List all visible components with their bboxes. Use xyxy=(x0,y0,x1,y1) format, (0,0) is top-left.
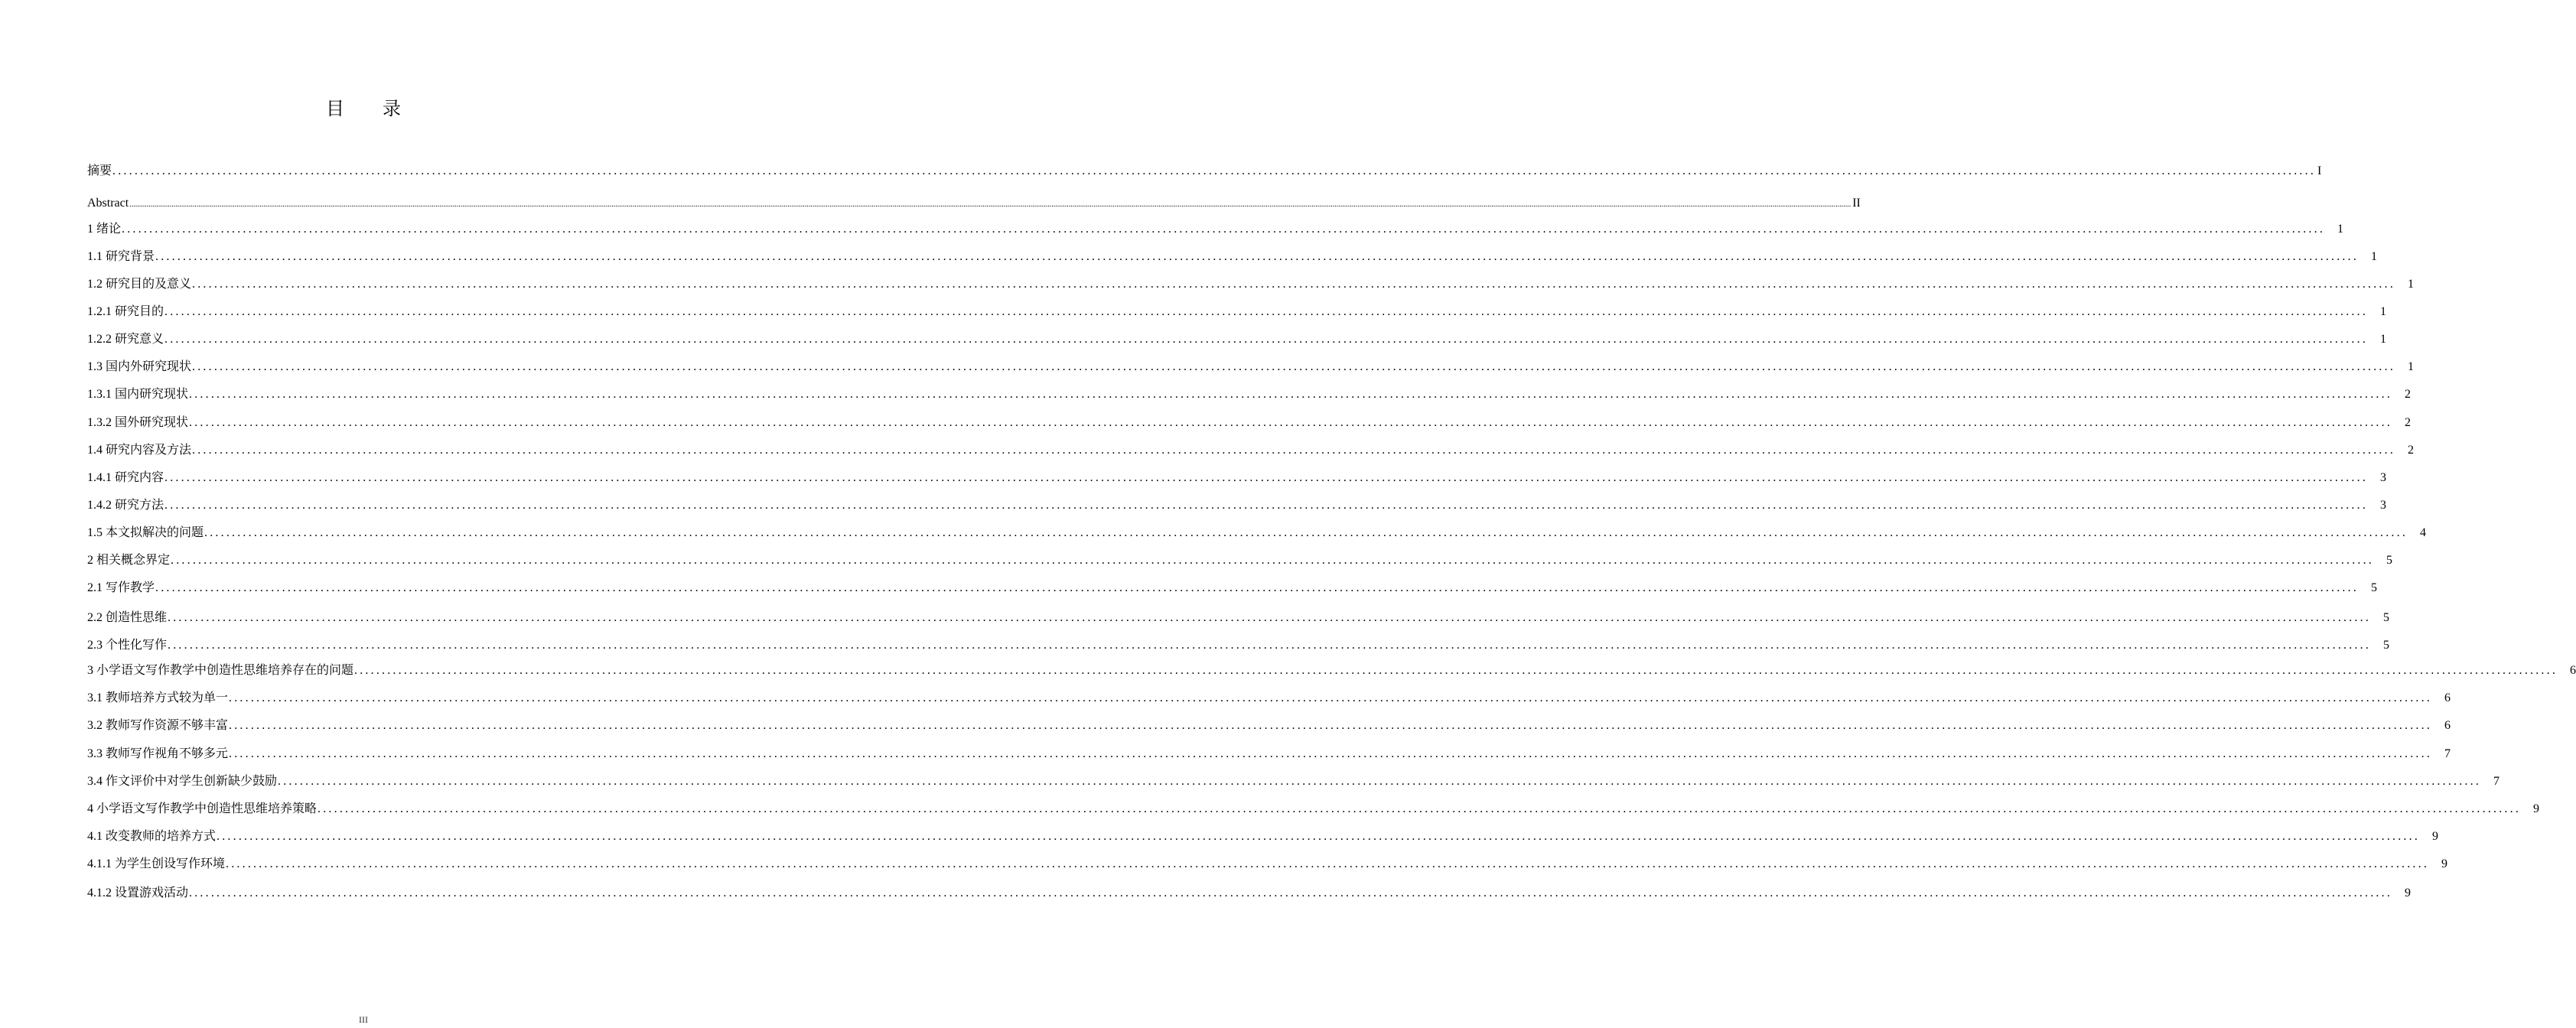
toc-dot-leader: ................................................................................................................................................................................................................................................................................................................................................................................................................ xyxy=(164,305,2369,318)
toc-entry[interactable] xyxy=(87,524,2427,542)
toc-entry-label: 4.1.2 设置游戏活动 xyxy=(87,886,189,899)
toc-dot-leader: ................................................................................................................................................................................................................................................................................................................................................................................................................ xyxy=(155,250,2359,263)
toc-entry-page-number: 1 xyxy=(2408,278,2415,291)
toc-entry-page-number: 9 xyxy=(2405,886,2412,899)
toc-entry-label: 1.4.2 研究方法 xyxy=(87,499,164,512)
toc-entry-page-number: 5 xyxy=(2383,611,2390,624)
toc-entry-label: 1.1 研究背景 xyxy=(87,250,155,263)
toc-entry[interactable] xyxy=(87,496,2387,515)
toc-dot-leader: ................................................................................................................................................................................................................................................................................................................................................................................................................ xyxy=(171,554,2375,567)
toc-entry-label: 2.1 写作教学 xyxy=(87,581,155,594)
toc-entry[interactable] xyxy=(87,358,2415,376)
toc-entry-label: 2.2 创造性思维 xyxy=(87,611,168,624)
toc-dot-leader: ................................................................................................................................................................................................................................................................................................................................................................................................................ xyxy=(189,886,2393,899)
toc-entry-page-number: 4 xyxy=(2420,526,2427,539)
toc-entry-label: 1.3 国内外研究现状 xyxy=(87,360,192,373)
toc-dot-leader: ................................................................................................................................................................................................................................................................................................................................................................................................................ xyxy=(192,444,2396,457)
toc-entry[interactable] xyxy=(87,884,2412,903)
toc-entry[interactable] xyxy=(87,689,2451,708)
toc-entry[interactable] xyxy=(87,800,2540,818)
toc-entry-label: Abstract xyxy=(87,197,129,210)
toc-entry-label: 1.3.2 国外研究现状 xyxy=(87,416,189,429)
toc-dot-leader: ................................................................................................................................................................................................................................................................................................................................................................................................................ xyxy=(168,639,2372,652)
toc-entry[interactable] xyxy=(87,303,2387,321)
toc-entry-page-number: 5 xyxy=(2386,554,2393,567)
toc-entry[interactable] xyxy=(87,275,2415,294)
toc-entry-page-number: 9 xyxy=(2533,802,2540,815)
toc-entry[interactable] xyxy=(87,855,2448,873)
toc-entry[interactable] xyxy=(87,828,2439,846)
toc-entry-label: 2 相关概念界定 xyxy=(87,554,171,567)
toc-entry-page-number: 1 xyxy=(2371,250,2378,263)
toc-dot-leader: ................................................................................................................................................................................................................................................................................................................................................................................................................ xyxy=(354,664,2558,677)
toc-entry[interactable] xyxy=(87,773,2500,791)
toc-entry[interactable] xyxy=(87,636,2390,655)
toc-dot-leader: ................................................................................................................................................................................................................................................................................................................................................................................................................ xyxy=(164,471,2369,484)
toc-dot-leader: ................................................................................................................................................................................................................................................................................................................................................................................................................ xyxy=(164,333,2369,346)
toc-entry[interactable] xyxy=(87,551,2393,570)
toc-dot-leader: ................................................................................................................................................................................................................................................................................................................................................................................................................ xyxy=(155,581,2359,594)
toc-entry-page-number: 6 xyxy=(2444,691,2451,704)
toc-entry-label: 1.2 研究目的及意义 xyxy=(87,278,192,291)
toc-entry[interactable] xyxy=(87,386,2412,404)
toc-entry-label: 摘要 xyxy=(87,164,112,177)
page-title: 目 录 xyxy=(326,99,418,119)
toc-entry-page-number: 3 xyxy=(2380,471,2387,484)
toc-entry-label: 1.2.2 研究意义 xyxy=(87,333,164,346)
toc-entry-label: 3.3 教师写作视角不够多元 xyxy=(87,747,229,760)
toc-entry[interactable] xyxy=(87,414,2412,432)
toc-entry-page-number: 5 xyxy=(2371,581,2378,594)
toc-entry[interactable] xyxy=(87,330,2387,349)
toc-entry-page-number: 1 xyxy=(2380,333,2387,346)
toc-dot-leader: .................................................................................................................................................................................................................................................................................................................................................................................................................................................................................................................................................................................................................................................................................................................................................................................................................................................................................................................................... xyxy=(129,200,1851,209)
toc-dot-leader: ................................................................................................................................................................................................................................................................................................................................................................................................................ xyxy=(229,691,2433,704)
toc-entry-label: 1.3.1 国内研究现状 xyxy=(87,388,189,401)
toc-entry-label: 4.1 改变教师的培养方式 xyxy=(87,830,217,843)
toc-dot-leader: ................................................................................................................................................................................................................................................................................................................................................................................................................ xyxy=(189,388,2393,401)
toc-entry[interactable] xyxy=(87,162,2322,181)
footer-page-number: III xyxy=(359,1014,368,1025)
toc-dot-leader: ................................................................................................................................................................................................................................................................................................................................................................................................................ xyxy=(318,802,2522,815)
toc-entry[interactable] xyxy=(87,662,2576,680)
toc-entry-label: 1.4 研究内容及方法 xyxy=(87,444,192,457)
toc-entry-page-number: 1 xyxy=(2380,305,2387,318)
toc-entry[interactable] xyxy=(87,745,2451,763)
toc-entry-label: 1.4.1 研究内容 xyxy=(87,471,164,484)
toc-entry-label: 3 小学语文写作教学中创造性思维培养存在的问题 xyxy=(87,664,354,677)
toc-entry[interactable] xyxy=(87,194,1861,213)
toc-entry[interactable] xyxy=(87,220,2344,239)
toc-entry-page-number: 1 xyxy=(2337,223,2344,236)
toc-entry[interactable] xyxy=(87,248,2378,266)
toc-entry[interactable] xyxy=(87,579,2378,597)
toc-entry-page-number: 9 xyxy=(2432,830,2439,843)
toc-dot-leader: ................................................................................................................................................................................................................................................................................................................................................................................................................ xyxy=(229,719,2433,732)
toc-entry[interactable] xyxy=(87,717,2451,735)
toc-entry-page-number: 9 xyxy=(2441,857,2448,870)
toc-entry-label: 4.1.1 为学生创设写作环境 xyxy=(87,857,226,870)
toc-entry-page-number: 1 xyxy=(2408,360,2415,373)
toc-entry[interactable] xyxy=(87,609,2390,627)
toc-entry[interactable] xyxy=(87,441,2415,460)
toc-entry-page-number: 6 xyxy=(2570,664,2576,677)
toc-entry-page-number: I xyxy=(2317,164,2322,177)
toc-entry-page-number: 2 xyxy=(2405,416,2412,429)
toc-entry-page-number: 5 xyxy=(2383,639,2390,652)
toc-entry-page-number: 2 xyxy=(2408,444,2415,457)
toc-entry-label: 1.5 本文拟解决的问题 xyxy=(87,526,204,539)
toc-entry-label: 3.4 作文评价中对学生创新缺少鼓励 xyxy=(87,775,278,788)
toc-dot-leader: ................................................................................................................................................................................................................................................................................................................................................................................................................ xyxy=(204,526,2408,539)
toc-dot-leader: ................................................................................................................................................................................................................................................................................................................................................................................................................ xyxy=(189,416,2393,429)
toc-entry-page-number: II xyxy=(1852,197,1861,210)
toc-dot-leader: ................................................................................................................................................................................................................................................................................................................................................................................................................ xyxy=(122,223,2326,236)
toc-entry-label: 4 小学语文写作教学中创造性思维培养策略 xyxy=(87,802,318,815)
toc-entry-label: 2.3 个性化写作 xyxy=(87,639,168,652)
toc-entry[interactable] xyxy=(87,469,2387,487)
toc-dot-leader: ................................................................................................................................................................................................................................................................................................................................................................................................................ xyxy=(278,775,2482,788)
toc-entry-page-number: 7 xyxy=(2493,775,2500,788)
toc-dot-leader: ................................................................................................................................................................................................................................................................................................................................................................................................................ xyxy=(164,499,2369,512)
toc-dot-leader: ................................................................................................................................................................................................................................................................................................................................................................................................................ xyxy=(192,278,2396,291)
toc-dot-leader: ................................................................................................................................................................................................................................................................................................................................................................................................................ xyxy=(168,611,2372,624)
toc-entry-page-number: 6 xyxy=(2444,719,2451,732)
toc-entry-label: 1 绪论 xyxy=(87,223,122,236)
toc-entry-page-number: 3 xyxy=(2380,499,2387,512)
toc-entry-label: 3.1 教师培养方式较为单一 xyxy=(87,691,229,704)
toc-dot-leader: ................................................................................................................................................................................................................................................................................................................................................................................................................ xyxy=(229,747,2433,760)
toc-dot-leader: ................................................................................................................................................................................................................................................................................................................................................................................................................ xyxy=(217,830,2421,843)
toc-entry-label: 1.2.1 研究目的 xyxy=(87,305,164,318)
toc-entry-page-number: 2 xyxy=(2405,388,2412,401)
toc-dot-leader: ................................................................................................................................................................................................................................................................................................................................................................................................................ xyxy=(226,857,2430,870)
toc-entry-page-number: 7 xyxy=(2444,747,2451,760)
toc-entry-label: 3.2 教师写作资源不够丰富 xyxy=(87,719,229,732)
toc-dot-leader: ................................................................................................................................................................................................................................................................................................................................................................................................................ xyxy=(112,164,2317,177)
toc-dot-leader: ................................................................................................................................................................................................................................................................................................................................................................................................................ xyxy=(192,360,2396,373)
